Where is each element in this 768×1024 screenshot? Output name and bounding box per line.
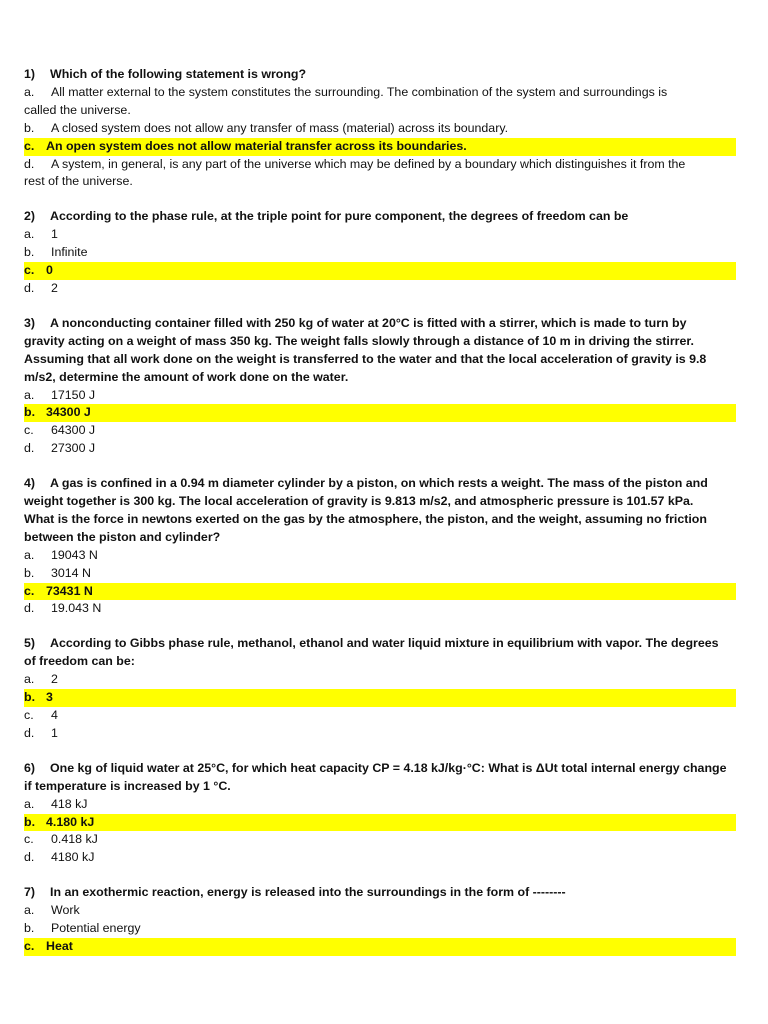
option-text: 1 (51, 227, 58, 242)
option-letter: a. (24, 547, 35, 562)
question-number: 1) (24, 67, 36, 81)
option-letter: d. (24, 441, 35, 456)
option-letter: c. (24, 938, 35, 953)
option-text: Potential energy (51, 921, 141, 936)
option-correct-highlighted (24, 138, 736, 156)
option-text: 19.043 N (51, 601, 102, 616)
option-correct-highlighted (24, 689, 736, 707)
option (24, 707, 736, 725)
option (24, 280, 736, 298)
question-stem-line (24, 208, 736, 226)
option-letter: a. (24, 796, 35, 811)
option-letter: a. (24, 227, 35, 242)
question-stem-text: of freedom can be: (24, 654, 135, 669)
option-letter: c. (24, 138, 35, 153)
option-letter: b. (24, 921, 35, 936)
option-text: A closed system does not allow any transfer of mass (material) across its boundary. (51, 120, 509, 135)
question-stem-text: One kg of liquid water at 25°C, for which heat capacity CP = 4.18 kJ/kg·°C: What is ΔUt total internal energy change (50, 760, 727, 775)
question-stem-text: A nonconducting container filled with 250 kg of water at 20°C is fitted with a stirrer, which is made to turn by (50, 315, 687, 330)
question-stem-text: According to the phase rule, at the triple point for pure component, the degrees of freedom can be (50, 209, 629, 224)
option-letter: c. (24, 708, 34, 722)
option (24, 226, 736, 244)
option-letter: c. (24, 832, 34, 847)
option-letter: a. (24, 672, 35, 687)
option-letter: b. (24, 120, 35, 135)
option (24, 902, 736, 920)
option-text: 4 (51, 708, 58, 722)
question-stem-line (24, 315, 736, 333)
question-number: 2) (24, 209, 36, 224)
option-letter: c. (24, 583, 35, 598)
option-text: 4180 kJ (51, 850, 95, 865)
option (24, 920, 736, 938)
question-stem-text: In an exothermic reaction, energy is released into the surroundings in the form of -------- (50, 885, 566, 900)
option-letter: a. (24, 84, 35, 99)
option (24, 565, 736, 583)
question-number: 7) (24, 885, 36, 900)
option-text: 418 kJ (51, 796, 88, 811)
option-text: 3 (46, 690, 53, 705)
question-stem-text: between the piston and cylinder? (24, 529, 221, 544)
option-text: 2 (51, 280, 58, 295)
option-letter: c. (24, 423, 34, 438)
question-number: 5) (24, 636, 36, 651)
option (24, 173, 736, 191)
option (24, 244, 736, 262)
option-correct-highlighted (24, 814, 736, 832)
option-correct-highlighted (24, 938, 736, 956)
question-stem-line (24, 333, 736, 351)
option-text: All matter external to the system constitutes the surrounding. The combination of the system and surroundings is (51, 84, 668, 99)
option (24, 600, 736, 618)
option-text: Heat (46, 938, 73, 953)
question-stem-text: What is the force in newtons exerted on the gas by the atmosphere, the piston, and the weight, assuming no friction (24, 511, 707, 526)
option-text: 19043 N (51, 547, 98, 562)
question-stem-text: Assuming that all work done on the weight is transferred to the water and that the local acceleration of gravity is 9.8 (24, 351, 707, 366)
option-text: 17150 J (51, 387, 96, 402)
question-number: 4) (24, 476, 36, 491)
question-2 (0, 208, 768, 298)
option (24, 102, 736, 120)
option-text: 0 (46, 263, 53, 278)
question-stem-text: According to Gibbs phase rule, methanol, ethanol and water liquid mixture in equilibrium with vapor. The degrees (50, 636, 719, 651)
option-letter: b. (24, 814, 36, 829)
option-correct-highlighted (24, 262, 736, 280)
option-letter: d. (24, 725, 35, 740)
question-stem-line (24, 635, 736, 653)
option-text: 1 (51, 725, 58, 740)
option-letter: b. (24, 245, 35, 260)
option-letter: d. (24, 850, 35, 865)
question-stem-text: if temperature is increased by 1 °C. (24, 778, 231, 793)
question-stem-line (24, 511, 736, 529)
option-correct-highlighted (24, 583, 736, 601)
question-6 (0, 760, 768, 867)
option (24, 725, 736, 743)
question-stem-text: weight together is 300 kg. The local acceleration of gravity is 9.813 m/s2, and atmospheric pressure is 101.57 kPa. (24, 494, 694, 509)
option-letter: d. (24, 156, 35, 171)
option-text: 64300 J (51, 423, 96, 438)
question-stem-text: Which of the following statement is wrong? (50, 67, 307, 81)
question-stem-text: A gas is confined in a 0.94 m diameter cylinder by a piston, on which rests a weight. The mass of the piston and (50, 476, 708, 491)
question-3 (0, 315, 768, 458)
option-text: called the universe. (24, 102, 131, 117)
question-stem-line (24, 351, 736, 369)
question-number: 3) (24, 315, 36, 330)
option-letter: b. (24, 690, 36, 705)
question-stem-line (24, 475, 736, 493)
option-text: rest of the universe. (24, 174, 133, 189)
option-correct-highlighted (24, 404, 736, 422)
option (24, 156, 736, 174)
option (24, 422, 736, 440)
option-letter: a. (24, 903, 35, 918)
option (24, 796, 736, 814)
question-stem-line (24, 66, 736, 84)
option (24, 387, 736, 405)
option-text: 2 (51, 672, 58, 687)
question-stem-line (24, 884, 736, 902)
question-5 (0, 635, 768, 742)
option-letter: b. (24, 405, 36, 420)
option (24, 849, 736, 867)
option-text: Infinite (51, 245, 88, 260)
option-text: 73431 N (46, 583, 93, 598)
option-text: An open system does not allow material transfer across its boundaries. (46, 138, 467, 153)
option (24, 440, 736, 458)
question-1 (0, 66, 768, 191)
question-4 (0, 475, 768, 618)
question-stem-line (24, 529, 736, 547)
option-text: 27300 J (51, 441, 96, 456)
option-text: 4.180 kJ (46, 814, 95, 829)
question-stem-line (24, 778, 736, 796)
question-stem-line (24, 493, 736, 511)
question-7 (0, 884, 768, 956)
option (24, 120, 736, 138)
option-letter: d. (24, 280, 35, 295)
option-letter: d. (24, 601, 35, 616)
option-text: A system, in general, is any part of the universe which may be defined by a boundary which distinguishes it from the (51, 156, 686, 171)
option-letter: c. (24, 263, 35, 278)
option (24, 547, 736, 565)
option-text: 34300 J (46, 405, 91, 420)
option-text: 0.418 kJ (51, 832, 98, 847)
question-number: 6) (24, 760, 36, 775)
question-stem-line (24, 653, 736, 671)
option (24, 84, 736, 102)
question-stem-text: gravity acting on a weight of mass 350 kg. The weight falls slowly through a distance of 10 m in driving the stirrer. (24, 333, 694, 348)
option-text: Work (51, 903, 80, 918)
question-stem-text: m/s2, determine the amount of work done on the water. (24, 369, 349, 384)
option-letter: b. (24, 565, 35, 580)
option-text: 3014 N (51, 565, 91, 580)
option-letter: a. (24, 387, 35, 402)
option (24, 671, 736, 689)
option (24, 831, 736, 849)
question-stem-line (24, 369, 736, 387)
question-stem-line (24, 760, 736, 778)
